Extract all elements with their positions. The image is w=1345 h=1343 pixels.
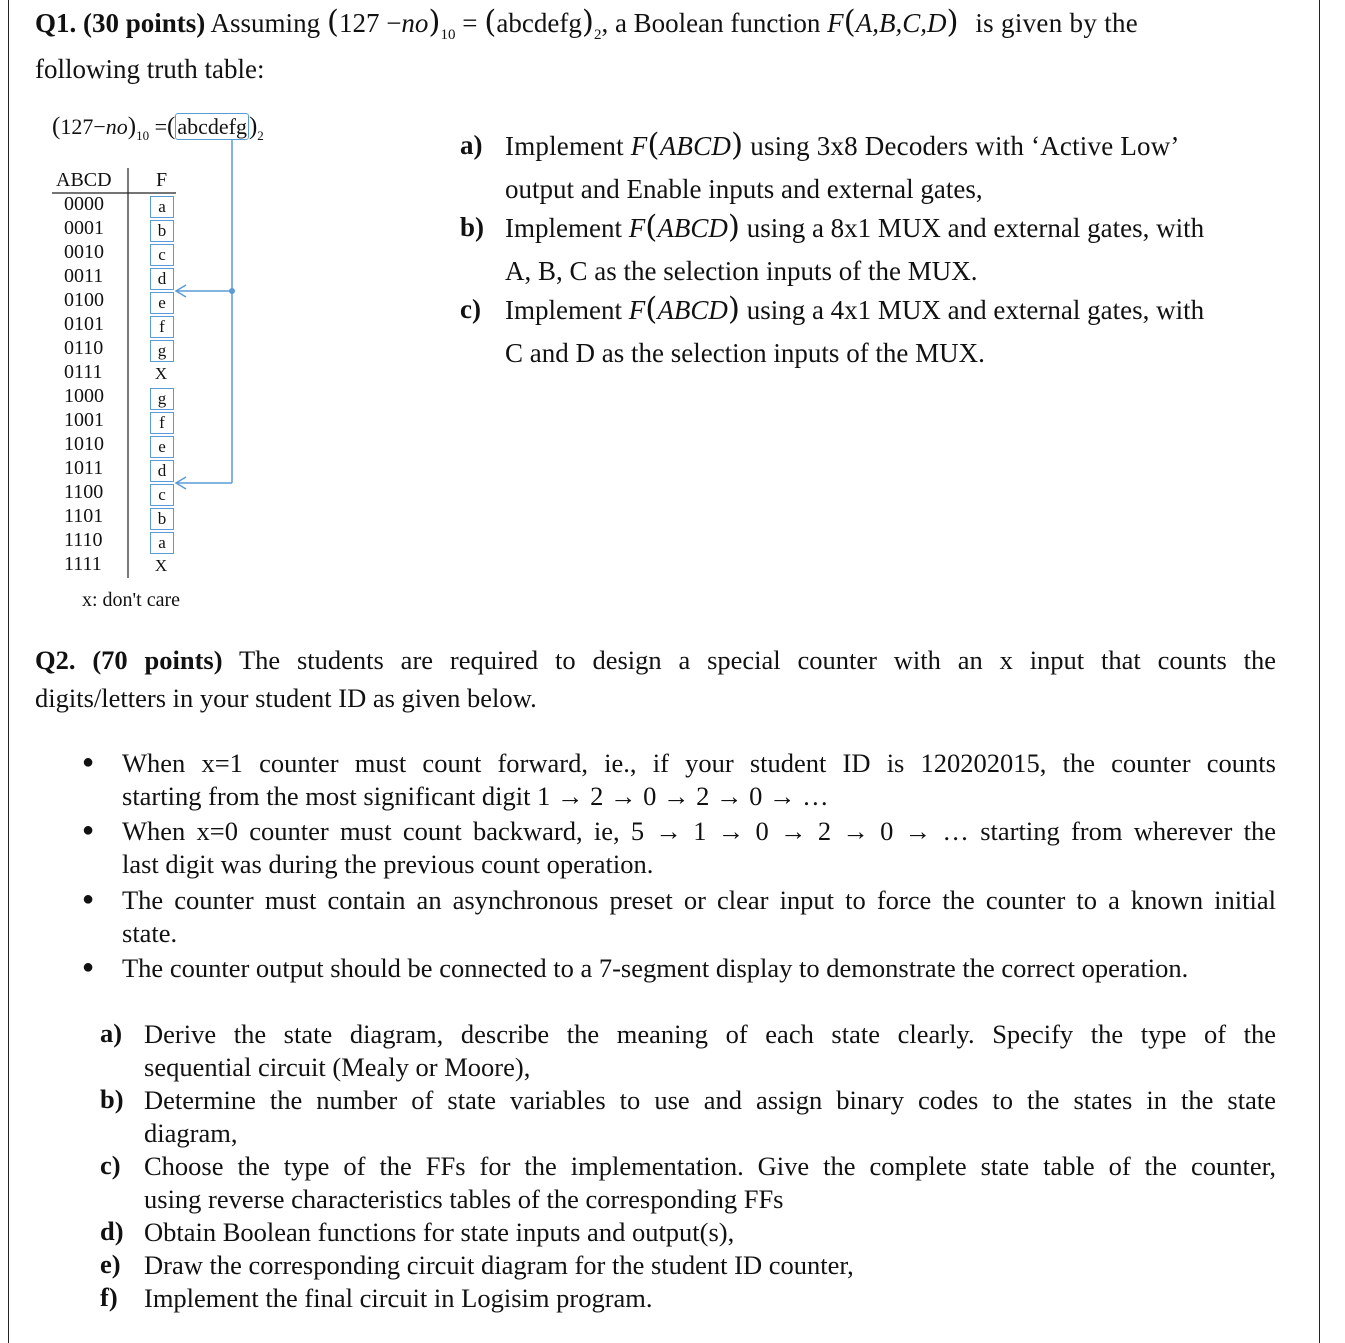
q1-expr-eq: = <box>462 8 478 38</box>
header-expr-var: no <box>105 114 128 139</box>
bullet-text <box>122 747 1276 813</box>
bullet-line1: When x=1 counter must count forward, ie., if your student ID is 120202015, the counter counts <box>122 748 1276 778</box>
part-line2: sequential circuit (Mealy or Moore), <box>144 1052 531 1082</box>
q2-points: (70 points) <box>92 645 223 675</box>
q1-text-b: , a Boolean function <box>601 8 821 38</box>
table-row-abcd: 1001 <box>64 409 104 431</box>
bullet-dot: ● <box>82 888 95 910</box>
table-row-abcd: 1110 <box>64 529 103 551</box>
table-row-f: X <box>154 556 168 575</box>
c-args: ABCD <box>657 295 728 325</box>
table-row-f: d <box>150 268 174 290</box>
table-row-abcd: 0110 <box>64 337 104 359</box>
q1-part-b-label: b) <box>460 212 485 242</box>
b-func: F <box>628 213 646 243</box>
b-post: using a 8x1 MUX and external gates, with <box>746 213 1205 243</box>
table-row-abcd: 1011 <box>64 457 104 479</box>
table-row-f: b <box>150 220 174 242</box>
q1-func-args: A,B,C,D <box>855 8 947 38</box>
b-pre: Implement <box>505 213 622 243</box>
table-row-f: c <box>150 484 174 506</box>
part-text <box>144 1216 1276 1249</box>
header-word: abcdefg <box>177 114 247 139</box>
table-row-abcd: 1100 <box>64 481 104 503</box>
bullet-text <box>122 815 1276 881</box>
q1-expr-var: no <box>401 8 429 38</box>
c-post: using a 4x1 MUX and external gates, with <box>746 295 1205 325</box>
table-row-abcd: 0101 <box>64 313 104 335</box>
table-row-abcd: 0100 <box>64 289 104 311</box>
part-line1: Implement the final circuit in Logisim program. <box>144 1283 653 1313</box>
b-args: ABCD <box>657 213 728 243</box>
q2-line2: digits/letters in your student ID as given below. <box>35 683 537 713</box>
part-text <box>144 1018 1276 1084</box>
part-line1: Derive the state diagram, describe the meaning of each state clearly. Specify the type of the <box>144 1019 1276 1049</box>
q1-expr-num: 127 − <box>338 8 402 38</box>
table-row-f: g <box>150 340 174 362</box>
a-post: using 3x8 Decoders with ‘Active Low’ <box>750 131 1180 161</box>
table-row-f: d <box>150 460 174 482</box>
header-expr-num: 127− <box>60 114 106 139</box>
bullet-text <box>122 884 1276 950</box>
table-row-abcd: 0001 <box>64 217 104 239</box>
table-row-abcd: 0111 <box>64 361 103 383</box>
bullet-line1: The counter output should be connected to a 7-segment display to demonstrate the correct operation. <box>122 953 1189 983</box>
part-text <box>144 1249 1276 1282</box>
bullet-line1: The counter must contain an asynchronous preset or clear input to force the counter to a known initial <box>122 885 1276 915</box>
part-line1: Obtain Boolean functions for state inputs and output(s), <box>144 1217 735 1247</box>
bullet-line2: starting from the most significant digit 1 → 2 → 0 → 2 → 0 → … <box>122 781 829 811</box>
q1-line1: Q1. (30 points) Assuming $(127 -no)_{10}$ = $(abcdefg)_2$, a Boolean function F(A,B,C,D) is given by the <box>35 4 1139 43</box>
table-header-expr: $(127-no)_{10}$ $=(abcdefg)_2$ <box>52 113 264 143</box>
q1-part-b-line2: A, B, C as the selection inputs of the MUX. <box>505 256 978 286</box>
table-row-f: a <box>150 532 174 554</box>
header-base2: 2 <box>257 128 264 143</box>
header-eq: = <box>154 114 167 139</box>
bullet-text <box>122 952 1276 985</box>
part-line1: Determine the number of state variables to use and assign binary codes to the states in the state <box>144 1085 1276 1115</box>
part-line1: Draw the corresponding circuit diagram for the student ID counter, <box>144 1250 854 1280</box>
col-header-f: F <box>156 169 168 191</box>
bullet-dot: ● <box>82 956 95 978</box>
table-row-f: f <box>150 412 174 434</box>
c-pre: Implement <box>505 295 622 325</box>
bullet-dot: ● <box>82 819 95 841</box>
table-row-f: X <box>154 364 168 383</box>
table-row-f: e <box>150 292 174 314</box>
table-row-f: g <box>150 388 174 410</box>
q1-expr-base10: 10 <box>440 27 456 43</box>
q1-func: F <box>827 8 844 38</box>
bullet-line2: state. <box>122 918 178 948</box>
q1-points: (30 points) <box>83 8 206 38</box>
table-row-abcd: 0011 <box>64 265 104 287</box>
q1-part-a-line1: Implement F(ABCD) using 3x8 Decoders with ‘Active Low’ <box>505 127 1180 163</box>
part-label: d) <box>100 1216 124 1246</box>
a-pre: Implement <box>505 131 624 161</box>
q1-part-b-line1: Implement F(ABCD) using a 8x1 MUX and external gates, with <box>505 209 1205 245</box>
table-row-abcd: 1101 <box>64 505 104 527</box>
part-text <box>144 1282 1276 1315</box>
table-row-f: b <box>150 508 174 530</box>
table-row-abcd: 1010 <box>64 433 104 455</box>
a-args: ABCD <box>659 131 732 161</box>
table-row-abcd: 1111 <box>64 553 102 575</box>
q1-part-c-line2: C and D as the selection inputs of the MUX. <box>505 338 985 368</box>
q1-line2: following truth table: <box>35 54 265 84</box>
table-row-f: a <box>150 196 174 218</box>
col-header-abcd: ABCD <box>56 169 112 191</box>
dont-care-note: x: don't care <box>82 589 181 611</box>
q1-expr-base2: 2 <box>593 27 602 43</box>
part-label: f) <box>100 1282 118 1312</box>
q2-line1 <box>35 645 1276 676</box>
header-base10: 10 <box>136 128 150 143</box>
table-row-abcd: 1000 <box>64 385 104 407</box>
part-label: e) <box>100 1249 121 1279</box>
part-label: b) <box>100 1084 124 1114</box>
part-label: a) <box>100 1018 123 1048</box>
table-row-f: e <box>150 436 174 458</box>
q2-label: Q2. <box>35 645 76 675</box>
q1-part-a-label: a) <box>460 130 483 160</box>
q1-expr-word: abcdefg <box>496 8 582 38</box>
table-row-abcd: 0010 <box>64 241 104 263</box>
bullet-line2: last digit was during the previous count operation. <box>122 849 654 879</box>
part-line1: Choose the type of the FFs for the implementation. Give the complete state table of the counter, <box>144 1151 1276 1181</box>
q1-text-a: Assuming <box>210 8 321 38</box>
part-text <box>144 1084 1276 1150</box>
q2-text-line1: The students are required to design a special counter with an x input that counts the <box>238 645 1276 675</box>
table-row-f: f <box>150 316 174 338</box>
part-line2: diagram, <box>144 1118 238 1148</box>
bullet-dot: ● <box>82 751 95 773</box>
c-func: F <box>628 295 646 325</box>
part-line2: using reverse characteristics tables of the corresponding FFs <box>144 1184 784 1214</box>
bullet-line1: When x=0 counter must count backward, ie, 5 → 1 → 0 → 2 → 0 → … starting from wherever the <box>122 816 1276 846</box>
q1-part-a-line2: output and Enable inputs and external gates, <box>505 174 983 204</box>
q1-label: Q1. <box>35 8 77 38</box>
part-text <box>144 1150 1276 1216</box>
table-row-abcd: 0000 <box>64 193 104 215</box>
q1-part-c-label: c) <box>460 294 481 324</box>
q1-text-c: is given by the <box>975 8 1139 38</box>
table-row-f: c <box>150 244 174 266</box>
q1-part-c-line1: Implement F(ABCD) using a 4x1 MUX and external gates, with <box>505 291 1205 327</box>
part-label: c) <box>100 1150 121 1180</box>
a-func: F <box>630 131 648 161</box>
